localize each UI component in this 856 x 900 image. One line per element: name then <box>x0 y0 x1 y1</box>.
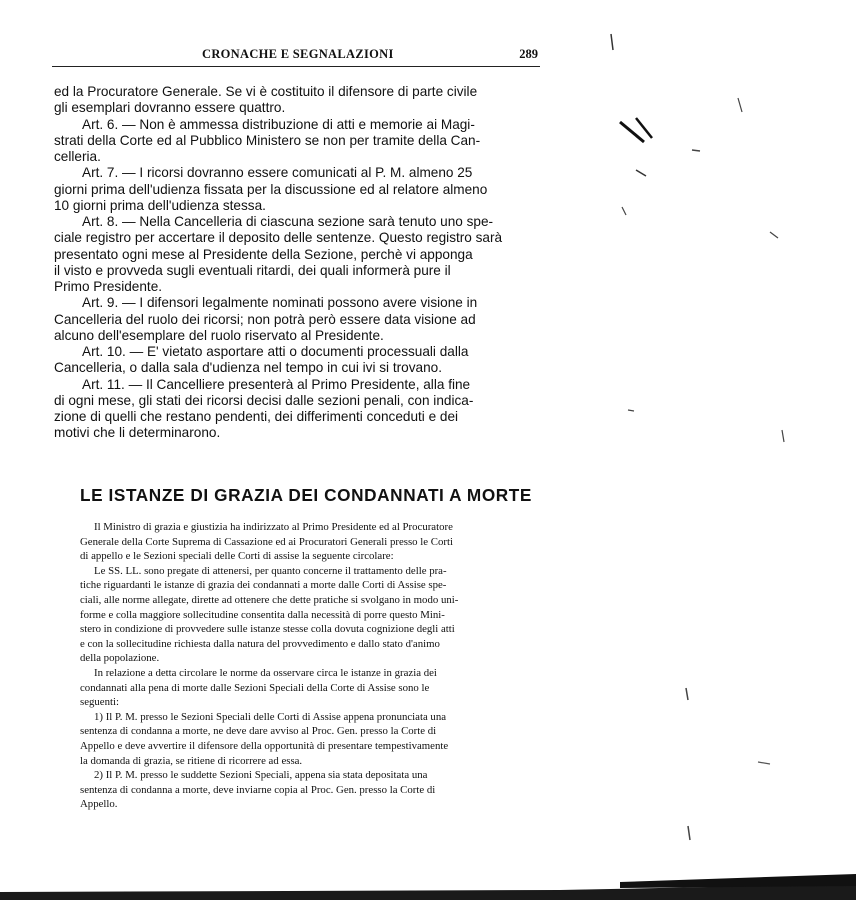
page-header <box>52 44 540 67</box>
article-11: Art. 11. — Il Cancelliere presenterà al Primo Presidente, alla fine di ogni mese, gli stati dei ricorsi decisi dalle sezioni penali, con indica- zione di quelli che restano pendenti, dei differimenti conceduti e dei motivi che li determinarono. <box>54 376 474 441</box>
article-9: Art. 9. — I difensori legalmente nominati possono avere visione in Cancelleria del ruolo dei ricorsi; non potrà però essere data visione ad alcuno dell'esemplare del ruolo riservato al Presidente. <box>54 295 478 343</box>
paragraph-continuation: ed la Procuratore Generale. Se vi è costituito il difensore di parte civile gli esemplari dovranno essere quattro. <box>54 84 478 116</box>
article-6: Art. 6. — Non è ammessa distribuzione di atti e memorie ai Magi- strati della Corte ed al Pubblico Ministero se non per tramite della Can- celleria. <box>54 116 481 164</box>
circular-body <box>80 520 540 812</box>
article-10: Art. 10. — E' vietato asportare atti o documenti processuali dalla Cancelleria, o dalla sala d'udienza nel tempo in cui ivi si trovano. <box>54 344 469 376</box>
circular-paragraph: In relazione a detta circolare le norme da osservare circa le istanze in grazia dei condannati alla pena di morte dalle Sezioni Speciali della Corte di Assise sono le seguenti: <box>80 666 437 709</box>
scan-edge <box>0 870 856 900</box>
running-head: CRONACHE E SEGNALAZIONI <box>202 47 394 61</box>
circular-paragraph: Le SS. LL. sono pregate di attenersi, per quanto concerne il trattamento delle pra- tiche riguardanti le istanze di grazia dei condannati a morte dalle Corti di Assise spe- ciali, alle norme allegate, dirette ad ottenere che dette pratiche si svolgano in modo uni- forme e colla maggiore sollecitudine consentita dalla necessità di porre questo Mini- stero in condizione di provvedere sulle istanze stesse colla dovuta cognizione degli atti e con la sollecitudine richiesta dalla natura del provvedimento e dallo stato d'animo della popolazione. <box>80 564 459 665</box>
regulation-articles <box>54 84 538 442</box>
article-7: Art. 7. — I ricorsi dovranno essere comunicati al P. M. almeno 25 giorni prima dell'udienza fissata per la discussione ed al relatore almeno 10 giorni prima dell'udienza stessa. <box>54 165 488 213</box>
rule-1: 1) Il P. M. presso le Sezioni Speciali delle Corti di Assise appena pronunciata una sentenza di condanna a morte, ne deve dare avviso al Proc. Gen. presso la Corte di Appello e deve avvertire il difensore della opportunità di presentare tempestivamente la domanda di grazia, se ritiene di ricorrere ad essa. <box>80 710 449 767</box>
scan-specks <box>560 0 856 900</box>
section-heading: LE ISTANZE DI GRAZIA DEI CONDANNATI A MORTE <box>80 485 532 505</box>
rule-2: 2) Il P. M. presso le suddette Sezioni Speciali, appena sia stata depositata una sentenza di condanna a morte, deve inviarne copia al Proc. Gen. presso la Corte di Appello. <box>80 769 436 811</box>
circular-intro: Il Ministro di grazia e giustizia ha indirizzato al Primo Presidente ed al Procuratore Generale della Corte Suprema di Cassazione ed ai Procuratori Generali presso le Corti di appello e le Sezioni speciali delle Corti di assise la seguente circolare: <box>80 521 453 563</box>
page-number: 289 <box>519 47 538 61</box>
article-8: Art. 8. — Nella Cancelleria di ciascuna sezione sarà tenuto uno spe- ciale registro per accertare il deposito delle sentenze. Questo registro sarà presentato ogni mese al Presidente della Sezione, perchè vi apponga il visto e provveda sugli eventuali ritardi, dei quali informerà pure il Primo Presidente. <box>54 214 503 294</box>
